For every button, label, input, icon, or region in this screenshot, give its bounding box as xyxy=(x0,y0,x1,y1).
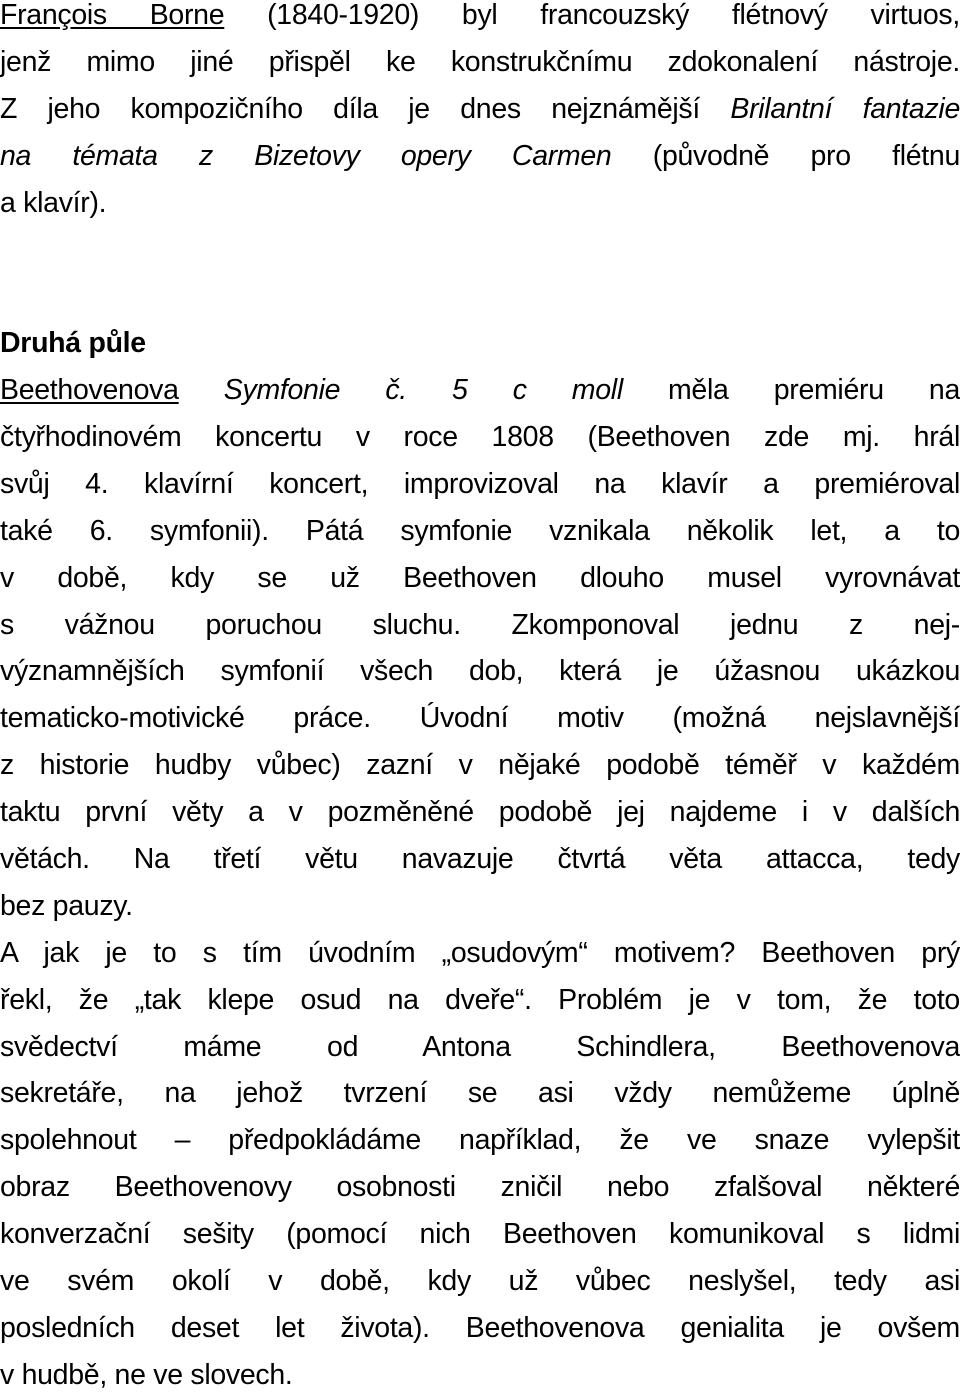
text-run: taktu první věty a v pozměněné podobě jej najdeme i v dalších xyxy=(0,796,960,829)
text-line xyxy=(0,742,960,789)
text-line xyxy=(0,977,960,1024)
text-line xyxy=(0,39,960,86)
text-run: z historie hudby vůbec) zazní v nějaké podobě téměř v každém xyxy=(0,749,960,782)
text-run: konverzační sešity (pomocí nich Beethoven komunikoval s lidmi xyxy=(0,1218,960,1251)
text-line xyxy=(0,1070,960,1117)
text-run: v době, kdy se už Beethoven dlouho musel vyrovnávat xyxy=(0,561,960,594)
text-line xyxy=(0,367,960,414)
text-run: významnějších symfonií všech dob, která je úžasnou ukázkou xyxy=(0,655,960,688)
text-run: Z jeho kompozičního díla je dnes nejznámější xyxy=(0,92,731,125)
italic-title: Symfonie č. 5 c moll xyxy=(223,374,623,407)
text-run: bez pauzy. xyxy=(0,889,133,922)
text-run: řekl, že „tak klepe osud na dveře“. Problém je v tom, že toto xyxy=(0,983,960,1016)
text-run: také 6. symfonii). Pátá symfonie vznikala několik let, a to xyxy=(0,514,960,547)
text-line xyxy=(0,602,960,649)
text-run: s vážnou poruchou sluchu. Zkomponoval jednu z nej- xyxy=(0,608,960,641)
text-line xyxy=(0,789,960,836)
text-line xyxy=(0,508,960,555)
text-line xyxy=(0,930,960,977)
blank-line xyxy=(0,273,960,320)
text-line xyxy=(0,86,960,133)
text-run: (1840-1920) byl francouzský flétnový virtuos, xyxy=(224,0,960,31)
text-run: svědectví máme od Antona Schindlera, Beethovenova xyxy=(0,1030,960,1063)
text-line xyxy=(0,1258,960,1305)
text-run: obraz Beethovenovy osobnosti zničil nebo zfalšoval některé xyxy=(0,1171,960,1204)
text-line xyxy=(0,461,960,508)
text-line xyxy=(0,1352,960,1399)
text-line xyxy=(0,0,960,39)
text-run: čtyřhodinovém koncertu v roce 1808 (Beethoven zde mj. hrál xyxy=(0,421,960,454)
text-run: ve svém okolí v době, kdy už vůbec neslyšel, tedy asi xyxy=(0,1265,960,1298)
text-line xyxy=(0,648,960,695)
text-run: A jak je to s tím úvodním „osudovým“ motivem? Beethoven prý xyxy=(0,936,960,969)
text-line xyxy=(0,883,960,930)
text-run: měla premiéru na xyxy=(622,374,960,407)
text-line xyxy=(0,320,960,367)
text-run: (původně pro flétnu xyxy=(611,139,960,172)
text-run: tematicko-motivické práce. Úvodní motiv (možná nejslavnější xyxy=(0,702,960,735)
text-run: v hudbě, ne ve slovech. xyxy=(0,1358,293,1391)
text-line xyxy=(0,695,960,742)
text-run: a klavír). xyxy=(0,186,107,219)
text-line xyxy=(0,1305,960,1352)
text-run: jenž mimo jiné přispěl ke konstrukčnímu zdokonalení nástroje. xyxy=(0,45,960,78)
text-line xyxy=(0,133,960,180)
italic-title: Brilantní fantazie xyxy=(730,92,960,125)
text-run: posledních deset let života). Beethovenova genialita je ovšem xyxy=(0,1311,960,1344)
underlined-link[interactable]: Beethovenova xyxy=(0,374,179,407)
text-line xyxy=(0,1117,960,1164)
blank-line xyxy=(0,226,960,273)
text-run: sekretáře, na jehož tvrzení se asi vždy nemůžeme úplně xyxy=(0,1077,960,1110)
text-run: větách. Na třetí větu navazuje čtvrtá věta attacca, tedy xyxy=(0,843,960,876)
text-line xyxy=(0,414,960,461)
text-run: svůj 4. klavírní koncert, improvizoval na klavír a premiéroval xyxy=(0,467,960,500)
text-line xyxy=(0,1024,960,1071)
underlined-link[interactable]: François Borne xyxy=(0,0,225,31)
text-run: spolehnout – předpokládáme například, že ve snaze vylepšit xyxy=(0,1124,960,1157)
italic-title: na témata z Bizetovy opery Carmen xyxy=(0,139,612,172)
text-line xyxy=(0,1211,960,1258)
text-line xyxy=(0,1164,960,1211)
text-line xyxy=(0,836,960,883)
section-heading: Druhá půle xyxy=(0,327,146,360)
text-line xyxy=(0,555,960,602)
text-line xyxy=(0,180,960,227)
text-run xyxy=(179,374,224,406)
